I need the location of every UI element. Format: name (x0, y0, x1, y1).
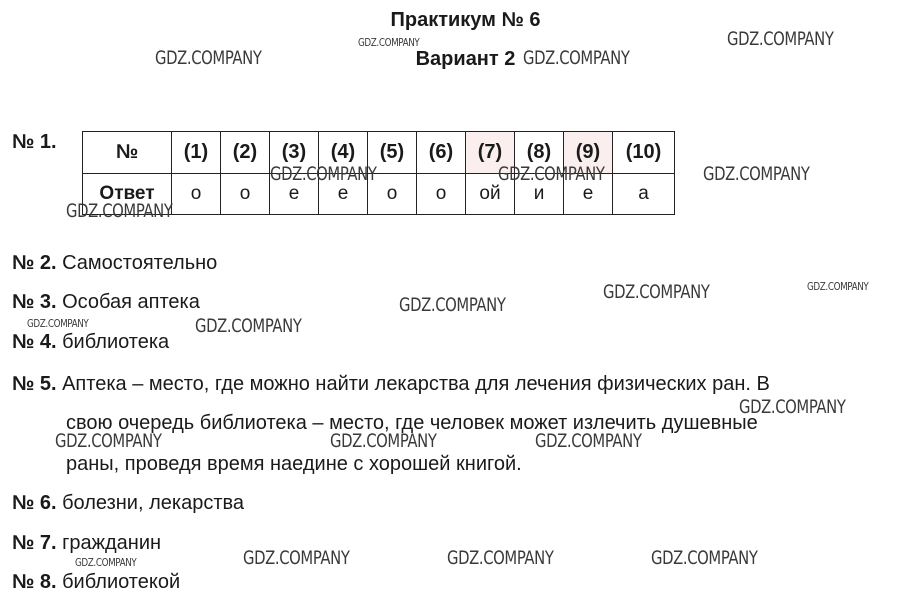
task-7-number: № 7. (12, 532, 57, 554)
table-header-label: № (83, 132, 172, 174)
table-answer-cell: о (417, 174, 466, 215)
table-answer-label: Ответ (83, 174, 172, 215)
task-6-answer: болезни, лекарства (62, 492, 244, 514)
task-5 (12, 372, 770, 396)
table-header-cell: (10) (613, 132, 675, 174)
watermark: GDZ.COMPANY (243, 547, 350, 569)
watermark: GDZ.COMPANY (535, 430, 642, 452)
watermark: GDZ.COMPANY (330, 430, 437, 452)
task-5-number: № 5. (12, 373, 57, 395)
task-6-number: № 6. (12, 492, 57, 514)
task-4-number: № 4. (12, 331, 57, 353)
table-answer-cell: е (319, 174, 368, 215)
variant-title: Вариант 2 (415, 48, 516, 70)
table-answer-cell: о (221, 174, 270, 215)
task-1-number: № 1. (12, 131, 57, 153)
task-2-answer: Самостоятельно (62, 252, 218, 274)
watermark: GDZ.COMPANY (603, 281, 710, 303)
watermark: GDZ.COMPANY (55, 430, 162, 452)
task-4-answer: библиотека (62, 331, 170, 353)
watermark: GDZ.COMPANY (807, 280, 869, 293)
watermark: GDZ.COMPANY (651, 547, 758, 569)
answer-table (82, 131, 675, 215)
table-header-cell: (5) (368, 132, 417, 174)
table-header-row (83, 132, 675, 174)
table-answer-cell: и (515, 174, 564, 215)
watermark: GDZ.COMPANY (75, 556, 137, 569)
watermark: GDZ.COMPANY (270, 163, 377, 185)
task-8 (12, 570, 180, 594)
table-answer-cell: ой (466, 174, 515, 215)
watermark: GDZ.COMPANY (703, 163, 810, 185)
table-header-cell: (1) (172, 132, 221, 174)
watermark: GDZ.COMPANY (155, 47, 262, 69)
task-2-number: № 2. (12, 252, 57, 274)
watermark: GDZ.COMPANY (358, 36, 420, 49)
page-title: Практикум № 6 (390, 9, 541, 31)
task-3-answer: Особая аптека (62, 291, 200, 313)
table-answer-cell: а (613, 174, 675, 215)
watermark: GDZ.COMPANY (195, 315, 302, 337)
watermark: GDZ.COMPANY (399, 294, 506, 316)
table-header-cell: (7) (466, 132, 515, 174)
table-answer-cell: е (270, 174, 319, 215)
task-8-answer: библиотекой (62, 571, 181, 593)
task-3 (12, 290, 200, 314)
task-8-number: № 8. (12, 571, 57, 593)
table-header-cell: (9) (564, 132, 613, 174)
task-4 (12, 330, 169, 354)
table-answer-cell: е (564, 174, 613, 215)
task-5-answer-line-2: свою очередь библиотека – место, где человек может излечить душевные (66, 412, 758, 434)
task-5-answer-line-3: раны, проведя время наедине с хорошей книгой. (66, 453, 522, 475)
watermark: GDZ.COMPANY (523, 47, 630, 69)
task-7-answer: гражданин (62, 532, 162, 554)
watermark: GDZ.COMPANY (739, 396, 846, 418)
watermark: GDZ.COMPANY (27, 317, 89, 330)
table-header-cell: (8) (515, 132, 564, 174)
task-6 (12, 491, 244, 515)
table-header-cell: (4) (319, 132, 368, 174)
watermark: GDZ.COMPANY (498, 163, 605, 185)
table-answer-row (83, 174, 675, 215)
task-2 (12, 251, 217, 275)
task-7 (12, 531, 161, 555)
table-answer-cell: о (368, 174, 417, 215)
watermark: GDZ.COMPANY (66, 200, 173, 222)
task-3-number: № 3. (12, 291, 57, 313)
watermark: GDZ.COMPANY (727, 28, 834, 50)
table-header-cell: (6) (417, 132, 466, 174)
table-header-cell: (3) (270, 132, 319, 174)
watermark: GDZ.COMPANY (447, 547, 554, 569)
task-5-answer-line-1: Аптека – место, где можно найти лекарства для лечения физических ран. В (62, 373, 770, 395)
table-header-cell: (2) (221, 132, 270, 174)
table-answer-cell: о (172, 174, 221, 215)
